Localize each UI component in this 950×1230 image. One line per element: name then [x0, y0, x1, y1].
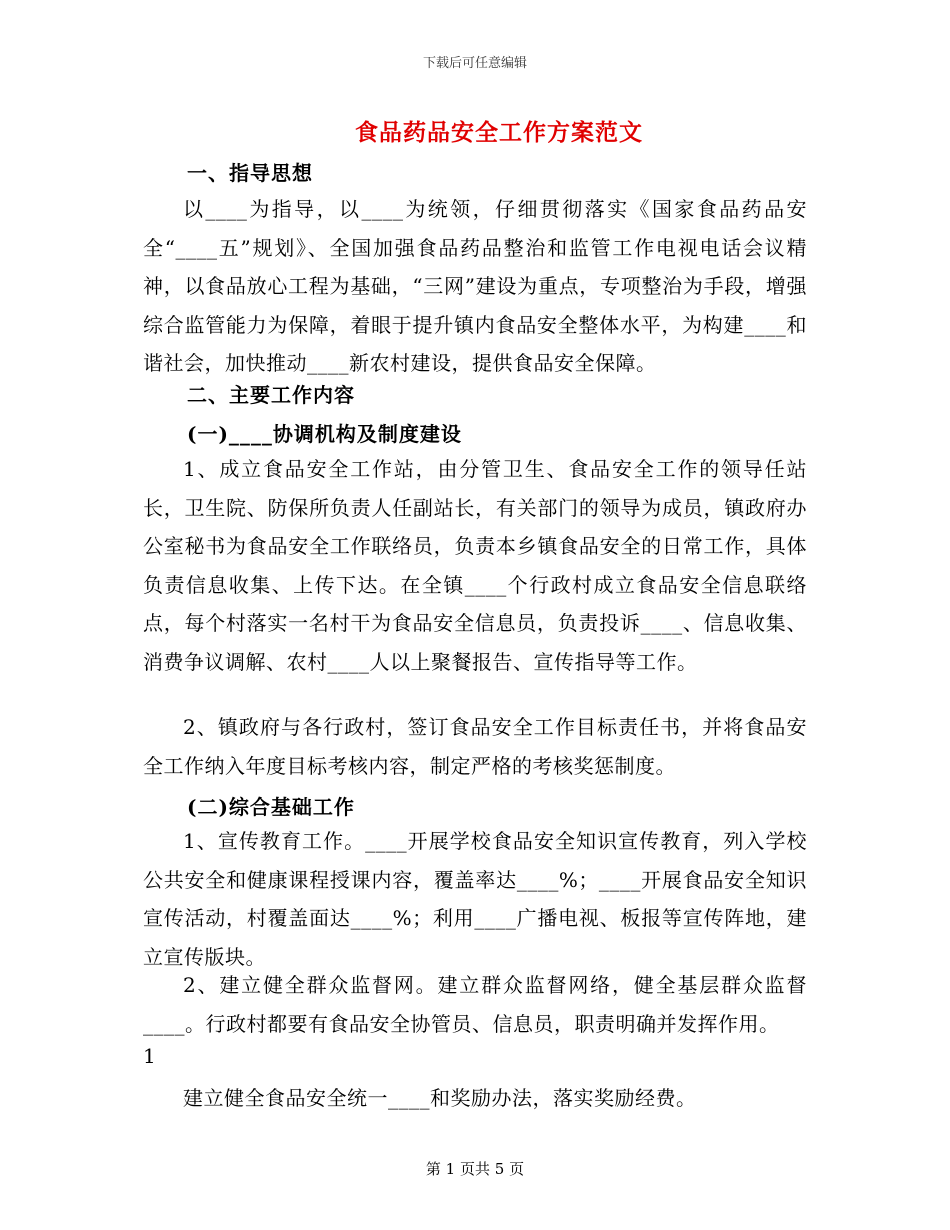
paragraph-reward-system: 建立健全食品安全统一____和奖励办法，落实奖励经费。	[183, 1086, 697, 1110]
page-header-note: 下载后可任意编辑	[422, 56, 527, 71]
section-heading-main-work: 二、主要工作内容	[187, 383, 355, 407]
paragraph-publicity-education: 1、宣传教育工作。____开展学校食品安全知识宣传教育，列入学校公共安全和健康课程授课内容，覆盖率达____%；____开展食品安全知识宣传活动，村覆盖面达____%；利用____广播电视、板报等宣传阵地，建立宣传版块。	[143, 829, 807, 969]
page-marker: 1	[143, 1044, 156, 1068]
document-title: 食品药品安全工作方案范文	[355, 119, 643, 146]
paragraph-public-supervision: 2、建立健全群众监督网。建立群众监督网络，健全基层群众监督____。行政村都要有食品安全协管员、信息员，职责明确并发挥作用。	[143, 973, 807, 1036]
paragraph-food-safety-station: 1、成立食品安全工作站，由分管卫生、食品安全工作的领导任站长，卫生院、防保所负责人任副站长，有关部门的领导为成员，镇政府办公室秘书为食品安全工作联络员，负责本乡镇食品安全的日常工作，具体负责信息收集、上传下达。在全镇____个行政村成立食品安全信息联络点，每个村落实一名村干为食品安全信息员，负责投诉____、信息收集、消费争议调解、农村____人以上聚餐报告、宣传指导等工作。	[143, 457, 807, 674]
paragraph-responsibility-agreement: 2、镇政府与各行政村，签订食品安全工作目标责任书，并将食品安全工作纳入年度目标考核内容，制定严格的考核奖惩制度。	[143, 715, 807, 778]
subsection-heading-coordination: (一)____协调机构及制度建设	[187, 422, 462, 446]
paragraph-guiding-ideology: 以____为指导，以____为统领，仔细贯彻落实《国家食品药品安全“____五”规划》、全国加强食品药品整治和监管工作电视电话会议精神，以食品放心工程为基础，“三网”建设为重点，专项整治为手段，增强综合监管能力为保障，着眼于提升镇内食品安全整体水平，为构建____和谐社会，加快推动____新农村建设，提供食品安全保障。	[143, 197, 807, 376]
subsection-heading-basic-work: (二)综合基础工作	[187, 795, 355, 819]
page-number: 第 1 页共 5 页	[425, 1160, 525, 1178]
section-heading-guiding-ideology: 一、指导思想	[187, 161, 313, 185]
